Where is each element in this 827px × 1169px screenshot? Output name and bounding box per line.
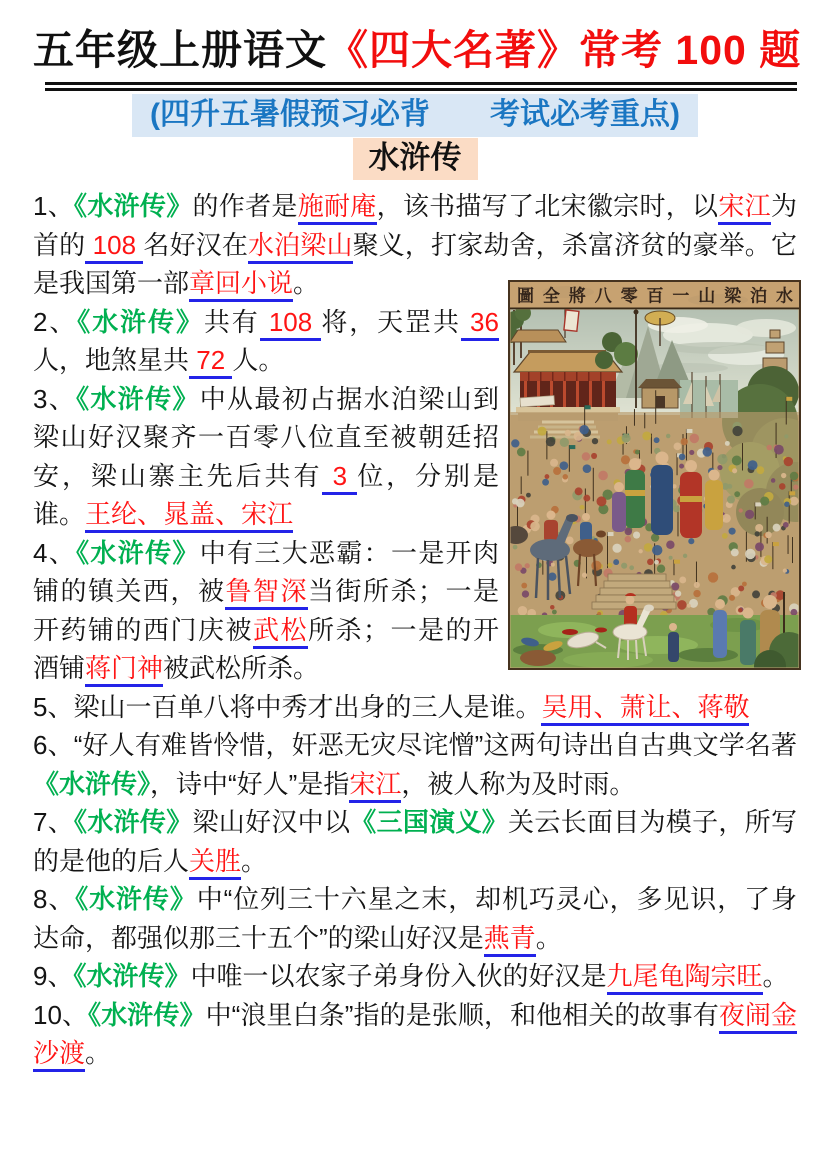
answer-text: 72 bbox=[189, 345, 232, 379]
answer-text: 关胜 bbox=[189, 846, 241, 880]
question-text: 将，天罡共 bbox=[321, 306, 461, 337]
book-title: 《水浒传》 bbox=[73, 961, 191, 992]
answer-text: 108 bbox=[260, 307, 322, 341]
answer-text: 宋江 bbox=[349, 769, 401, 803]
answer-text: 章回小说 bbox=[189, 268, 293, 302]
question-text: 梁山好汉中以 bbox=[192, 807, 351, 838]
painting-banner-text: 圖全將八零百一山梁泊水 bbox=[517, 286, 793, 306]
question-item-2 bbox=[33, 303, 499, 380]
answer-text: 鲁智深 bbox=[225, 576, 308, 610]
question-item-6 bbox=[33, 726, 797, 803]
answer-text: 夜闹金沙渡 bbox=[33, 1000, 797, 1073]
section-row bbox=[33, 138, 797, 180]
book-title: 《水浒传》 bbox=[75, 884, 197, 915]
question-text: 。 bbox=[535, 922, 562, 953]
question-item-8 bbox=[33, 880, 797, 957]
question-text: 中唯一以农家子弟身份入伙的好汉是 bbox=[190, 961, 607, 992]
question-text: 10、 bbox=[33, 999, 89, 1030]
subtitle-row bbox=[33, 94, 797, 137]
question-text: 中有三大恶霸：一是开肉铺的镇关西，被 bbox=[33, 537, 499, 607]
question-text: 中“位列三十六星之末，却机巧灵心，多见识，了身达命，都强似那三十五个”的梁山好汉是 bbox=[33, 884, 797, 953]
answer-text: 3 bbox=[322, 461, 357, 495]
question-text: 2、 bbox=[33, 306, 78, 337]
book-title: 《水浒传》 bbox=[76, 537, 200, 568]
answer-text: 王纶、晁盖、宋江 bbox=[85, 499, 293, 533]
question-text: 名好汉在 bbox=[143, 229, 249, 260]
question-item-4 bbox=[33, 534, 499, 688]
question-text: 9、 bbox=[33, 961, 74, 992]
question-text: 中“浪里白条”指的是张顺，和他相关的故事有 bbox=[205, 999, 719, 1030]
question-text: 共有 bbox=[203, 306, 260, 337]
page-title bbox=[33, 26, 802, 75]
question-text: 5、梁山一百单八将中秀才出身的三人是谁。 bbox=[33, 691, 542, 722]
answer-text: 蒋门神 bbox=[85, 653, 163, 687]
question-text: ，诗中“好人”是指 bbox=[150, 768, 350, 799]
question-text: 7、 bbox=[33, 807, 75, 838]
painting-canvas bbox=[508, 280, 801, 670]
question-text: 4、 bbox=[33, 537, 77, 568]
question-text: 聚义，打家劫舍，杀富济贫的豪举。它是我国第一部 bbox=[33, 229, 797, 299]
book-title: 《水浒传》 bbox=[76, 383, 200, 414]
question-item-3 bbox=[33, 380, 499, 534]
question-text: 。 bbox=[85, 1038, 112, 1069]
page-title-black: 五年级上册语文 bbox=[33, 27, 327, 73]
question-text: ，该书描写了北宋徽宗时，以 bbox=[376, 191, 719, 222]
question-text: 的作者是 bbox=[192, 191, 298, 222]
question-text: 位，分别是谁。 bbox=[33, 460, 499, 530]
question-text: 8、 bbox=[33, 884, 76, 915]
section-title: 水浒传 bbox=[353, 138, 478, 180]
book-title: 《水浒传》 bbox=[33, 768, 151, 799]
answer-text: 宋江 bbox=[718, 191, 771, 225]
question-text: 为首的 bbox=[33, 191, 797, 260]
answer-text: 吴用、萧让、蒋敬 bbox=[541, 692, 749, 726]
question-text: 人。 bbox=[232, 345, 285, 376]
book-title: 《三国演义》 bbox=[350, 807, 509, 838]
book-title: 《水浒传》 bbox=[74, 807, 193, 838]
question-item-10 bbox=[33, 996, 797, 1073]
question-text: 。 bbox=[293, 268, 320, 299]
question-text: 被武松所杀。 bbox=[163, 653, 320, 684]
question-text: 。 bbox=[241, 845, 268, 876]
answer-text: 36 bbox=[461, 307, 499, 341]
book-title: 《水浒传》 bbox=[74, 191, 193, 222]
book-title: 《水浒传》 bbox=[88, 999, 206, 1030]
question-item-7 bbox=[33, 803, 797, 880]
answer-text: 燕青 bbox=[484, 923, 536, 957]
book-title: 《水浒传》 bbox=[77, 306, 204, 337]
liangshan-heroes-painting bbox=[508, 280, 801, 670]
page-title-red: 《四大名著》常考 100 题 bbox=[327, 27, 802, 73]
answer-text: 108 bbox=[85, 230, 143, 264]
question-text: 。 bbox=[762, 961, 789, 992]
answer-text: 水泊梁山 bbox=[248, 230, 353, 264]
question-text: 人，地煞星共 bbox=[33, 345, 190, 376]
question-text: 3、 bbox=[33, 383, 77, 414]
question-item-5 bbox=[33, 688, 797, 727]
question-text: 当街所杀；一是开药铺的西门庆被 bbox=[33, 576, 499, 645]
question-text: 关云长面目为模子，所写的是他的后人 bbox=[33, 807, 797, 876]
question-item-9 bbox=[33, 957, 797, 996]
double-rule-divider bbox=[45, 82, 797, 91]
subtitle-highlight: (四升五暑假预习必背 考试必考重点) bbox=[132, 94, 698, 137]
question-text: 1、 bbox=[33, 191, 75, 222]
answer-text: 九尾龟陶宗旺 bbox=[607, 961, 763, 995]
answer-text: 武松 bbox=[253, 615, 308, 649]
question-text: 6、“好人有难皆怜惜，奸恶无灾尽诧憎”这两句诗出自古典文学名著 bbox=[33, 730, 797, 761]
question-text: ，被人称为及时雨。 bbox=[401, 768, 636, 799]
question-text: 中从最初占据水泊梁山到梁山好汉聚齐一百零八位直至被朝廷招安，梁山寨主先后共有 bbox=[33, 383, 499, 491]
question-text: 所杀；一是的开酒铺 bbox=[33, 614, 499, 684]
answer-text: 施耐庵 bbox=[298, 191, 377, 225]
